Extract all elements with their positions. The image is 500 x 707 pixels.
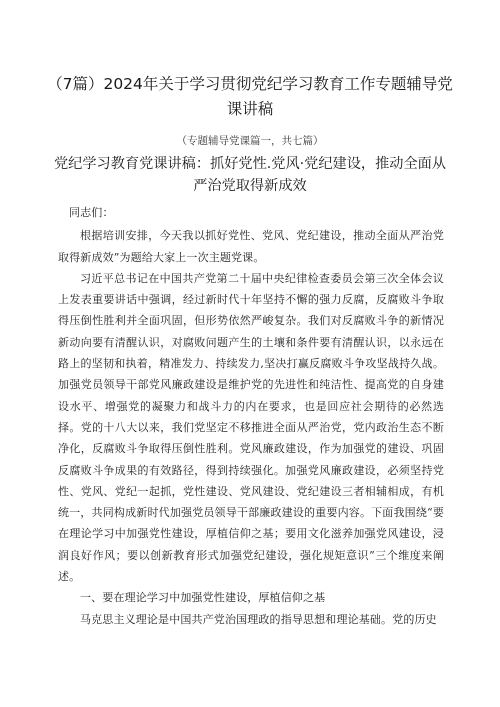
heading-1: 一、要在理论学习中加强党性建设，厚植信仰之基	[80, 591, 326, 605]
paragraph-2: 习近平总书记在中国共产党第二十届中央纪律检查委员会第三次全体会议上发表重要讲话中强调，经过新时代十年坚持不懈的强力反腐，反腐败斗争取得压倒性胜利并全面巩固，但形势依然严峻复杂。我们对反腐败斗争的新情况新动向要有清醒认识，对腐败问题产生的土壤和条件要有清醒认识，以永远在路上的坚韧和执着，精准发力、持续发力,坚决打赢反腐败斗争攻坚战持久战。加强党员领导干部党风廉政建设是维护党的先进性和纯洁性、提高党的自身建设水平、增强党的凝聚力和战斗力的内在要求，也是回应社会期待的必然选择。党的十八大以来，我们党坚定不移推进全面从严治党，党内政治生态不断净化，反腐败斗争取得压倒性胜利。党风廉政建设，作为加强党的建设、巩固反腐败斗争成果的有效路径，得到持续强化。加强党风廉政建设，必须坚持党性、党风、党纪一起抓，党性建设、党风建设、党纪建设三者相辅相成，有机统一，共同构成新时代加强党员领导干部廉政建设的重要内容。下面我围绕“要在理论学习中加强党性建设，厚植信仰之基；要用文化滋养加强党风建设，浸润良好作风；要以创新教育形式加强党纪建设，强化规矩意识”三个维度来阐述。	[58, 271, 444, 584]
document-body	[58, 202, 444, 630]
section-title: 党纪学习教育党课讲稿：抓好党性.党风·党纪建设，推动全面从严治党取得新成效	[53, 156, 447, 194]
document-title: （7篇）2024年关于学习贯彻党纪学习教育工作专题辅导党课讲稿	[47, 75, 453, 118]
paragraph-3: 马克思主义理论是中国共产党治国理政的指导思想和理论基础。党的历史	[80, 612, 437, 626]
greeting: 同志们：	[69, 206, 114, 219]
paragraph-1: 根据培训安排，今天我以抓好党性、党风、党纪建设，推动全面从严治党取得新成效”为题给大家上一次主题党课。	[58, 229, 444, 264]
document-subtitle: （专题辅导党课篇一，共七篇）	[176, 135, 324, 147]
